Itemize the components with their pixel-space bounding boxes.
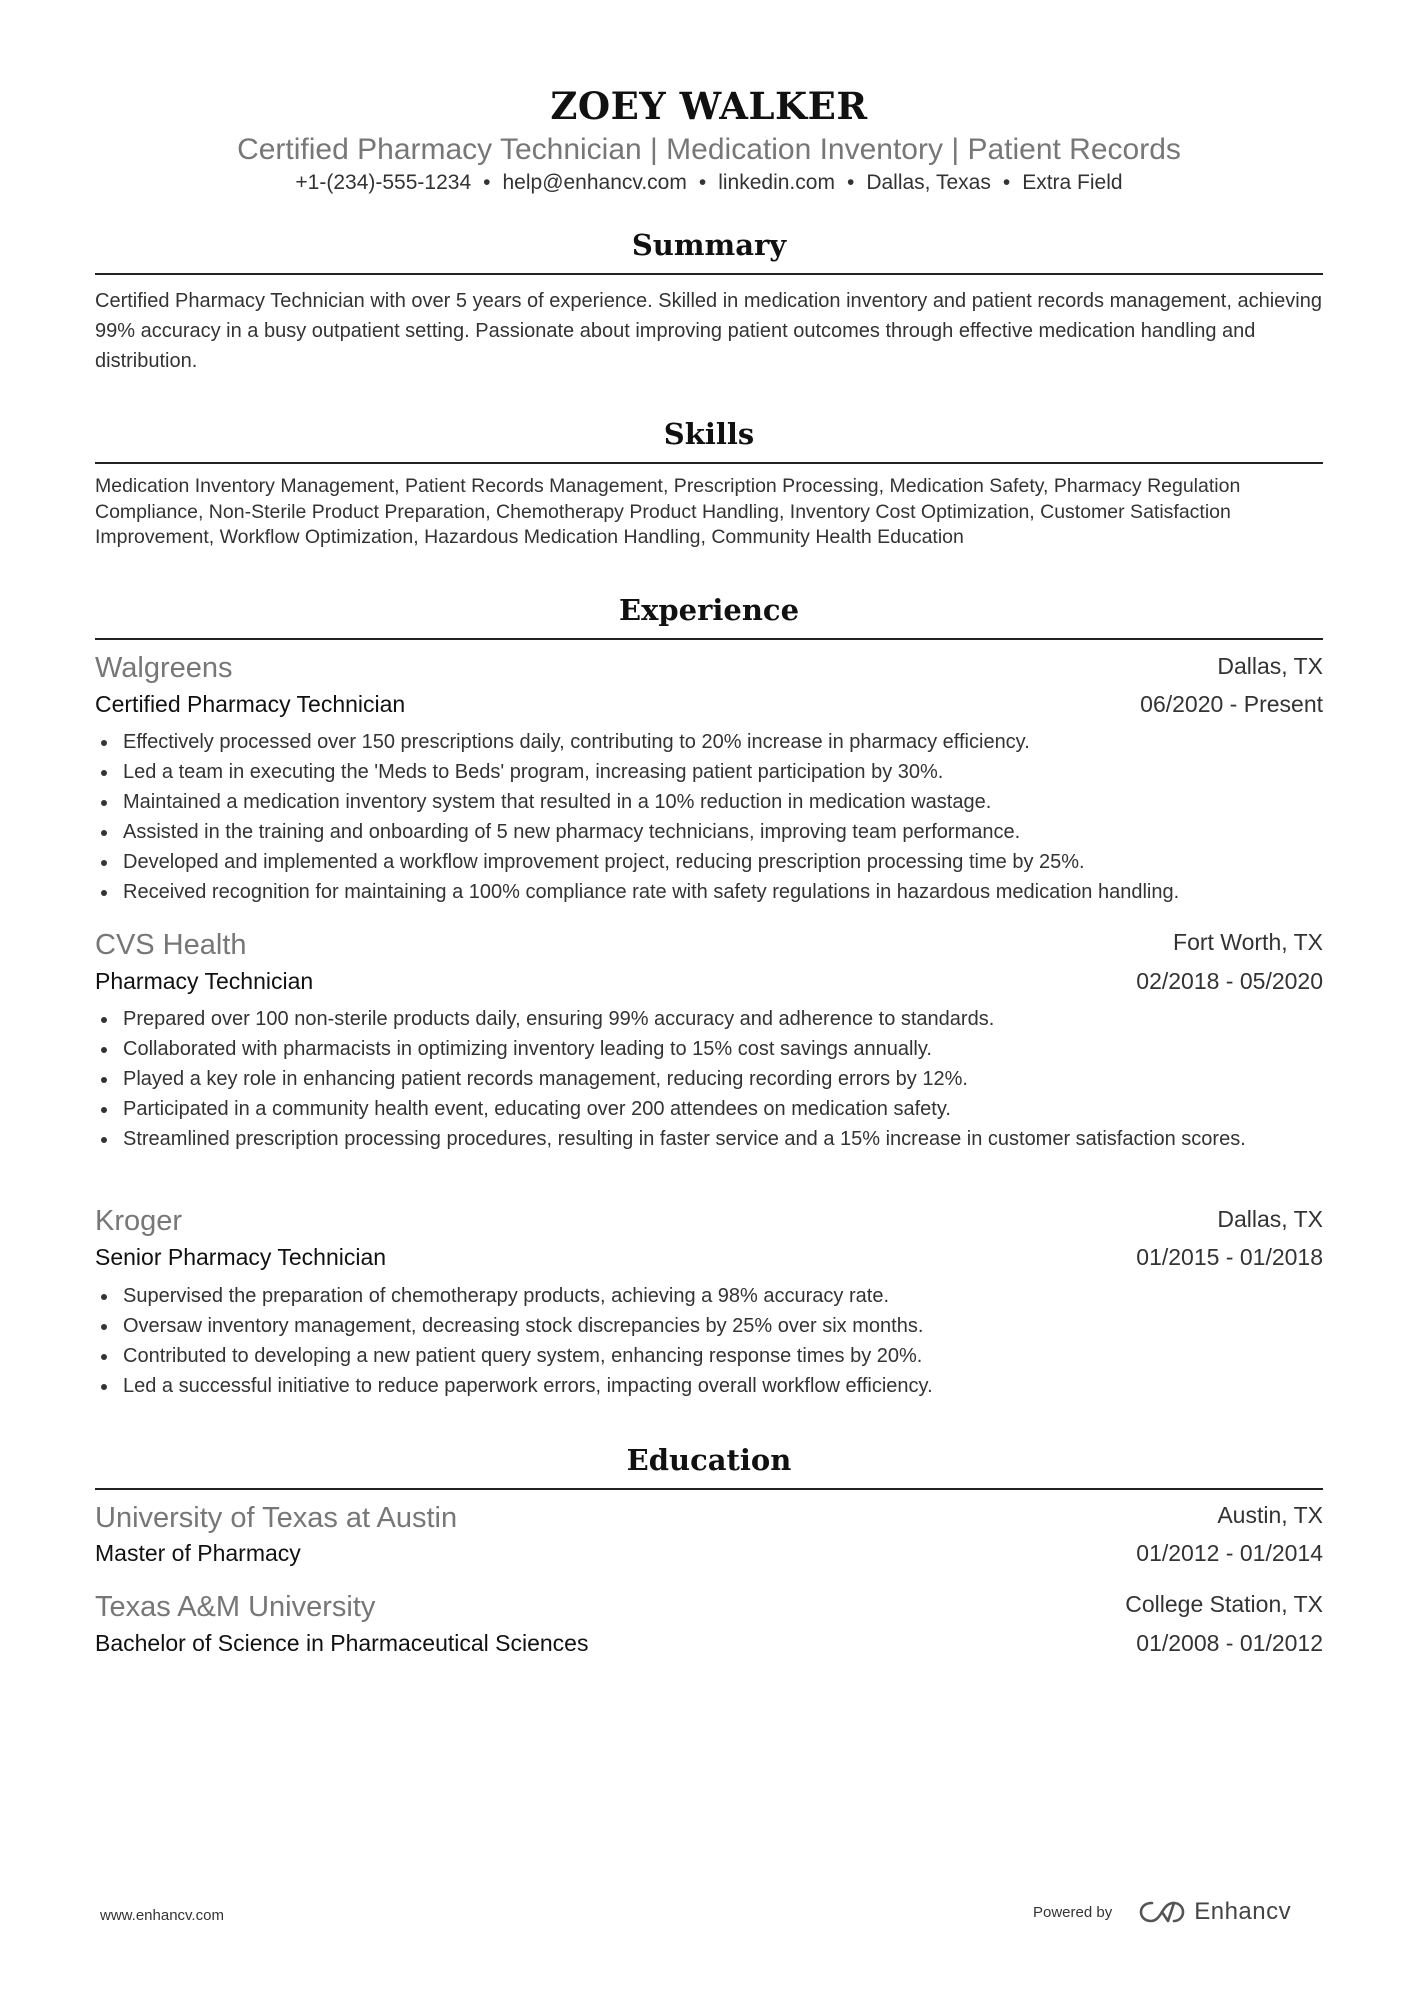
job-company: Walgreens	[95, 652, 233, 684]
job-role: Certified Pharmacy Technician	[95, 691, 406, 717]
skills-text: Medication Inventory Management, Patient Records Management, Prescription Processing, Medication Safety, Pharmacy Regulation Compliance, Non-Sterile Product Preparation, Chemotherapy Product Handling, Inventory Cost Optimization, Customer Satisfaction Improvement, Workflow Optimization, Hazardous Medication Handling, Community Health Education	[95, 475, 1241, 548]
skills-divider	[95, 462, 1323, 464]
list-item: Received recognition for maintaining a 100% compliance rate with safety regulations in hazardous medication handling.	[95, 877, 1323, 907]
candidate-name: ZOEY WALKER	[550, 84, 868, 128]
school-name: University of Texas at Austin	[95, 1502, 458, 1534]
footer-branding	[1033, 1898, 1291, 1926]
degree-dates: 01/2008 - 01/2012	[1136, 1630, 1323, 1656]
summary-title: Summary	[631, 228, 787, 262]
list-item: Prepared over 100 non-sterile products daily, ensuring 99% accuracy and adherence to standards.	[95, 1004, 1323, 1034]
job-dates: 06/2020 - Present	[1140, 691, 1323, 717]
bullet-separator: •	[698, 171, 707, 194]
summary-divider	[95, 273, 1323, 275]
job-dates: 01/2015 - 01/2018	[1136, 1244, 1323, 1270]
contact-linkedin[interactable]: linkedin.com	[718, 171, 835, 194]
bullet-separator: •	[483, 171, 491, 194]
job-bullets	[95, 727, 1323, 907]
list-item: Led a successful initiative to reduce paperwork errors, impacting overall workflow efficiency.	[95, 1371, 1323, 1401]
school-location: Austin, TX	[1217, 1502, 1323, 1528]
enhancv-logo[interactable]	[1138, 1898, 1291, 1926]
job-company: CVS Health	[95, 929, 247, 961]
contact-line	[95, 169, 1323, 197]
list-item: Effectively processed over 150 prescriptions daily, contributing to 20% increase in pharmacy efficiency.	[95, 727, 1323, 757]
list-item: Streamlined prescription processing procedures, resulting in faster service and a 15% increase in customer satisfaction scores.	[95, 1124, 1323, 1154]
powered-by-label: Powered by	[1033, 1903, 1113, 1921]
contact-extra: Extra Field	[1022, 171, 1123, 194]
list-item: Oversaw inventory management, decreasing stock discrepancies by 25% over six months.	[95, 1311, 1323, 1341]
skills-title: Skills	[663, 417, 755, 451]
experience-divider	[95, 638, 1323, 640]
job-dates: 02/2018 - 05/2020	[1136, 968, 1323, 994]
job-location: Dallas, TX	[1217, 653, 1323, 679]
contact-location: Dallas, Texas	[866, 171, 991, 194]
school-location: College Station, TX	[1125, 1591, 1323, 1617]
job-location: Fort Worth, TX	[1173, 929, 1323, 955]
education-divider	[95, 1488, 1323, 1490]
footer-website[interactable]: www.enhancv.com	[100, 1907, 224, 1924]
enhancv-brand-name: Enhancv	[1194, 1898, 1292, 1925]
candidate-headline: Certified Pharmacy Technician | Medication Inventory | Patient Records	[237, 133, 1181, 166]
education-title: Education	[626, 1443, 792, 1477]
job-location: Dallas, TX	[1217, 1206, 1323, 1232]
job-bullets	[95, 1281, 1323, 1401]
list-item: Participated in a community health event, educating over 200 attendees on medication safety.	[95, 1094, 1323, 1124]
school-name: Texas A&M University	[95, 1591, 376, 1623]
list-item: Contributed to developing a new patient query system, enhancing response times by 20%.	[95, 1341, 1323, 1371]
bullet-separator: •	[846, 171, 855, 194]
list-item: Played a key role in enhancing patient records management, reducing recording errors by 12%.	[95, 1064, 1323, 1094]
bullet-separator: •	[1002, 171, 1011, 194]
list-item: Maintained a medication inventory system that resulted in a 10% reduction in medication wastage.	[95, 787, 1323, 817]
list-item: Supervised the preparation of chemotherapy products, achieving a 98% accuracy rate.	[95, 1281, 1323, 1311]
contact-phone[interactable]: +1-(234)-555-1234	[295, 171, 472, 194]
list-item: Collaborated with pharmacists in optimizing inventory leading to 15% cost savings annually.	[95, 1034, 1323, 1064]
job-role: Senior Pharmacy Technician	[95, 1244, 387, 1270]
contact-email[interactable]: help@enhancv.com	[502, 171, 687, 194]
job-role: Pharmacy Technician	[95, 968, 314, 994]
list-item: Assisted in the training and onboarding of 5 new pharmacy technicians, improving team performance.	[95, 817, 1323, 847]
job-company: Kroger	[95, 1205, 183, 1237]
enhancv-logo-icon	[1138, 1899, 1186, 1925]
degree-name: Master of Pharmacy	[95, 1540, 301, 1566]
summary-text: Certified Pharmacy Technician with over 5 years of experience. Skilled in medication inventory and patient records management, achieving 99% accuracy in a busy outpatient setting. Passionate about improving patient outcomes through effective medication handling and distribution.	[95, 290, 1322, 372]
list-item: Developed and implemented a workflow improvement project, reducing prescription processing time by 25%.	[95, 847, 1323, 877]
degree-name: Bachelor of Science in Pharmaceutical Sciences	[95, 1630, 589, 1656]
list-item: Led a team in executing the 'Meds to Beds' program, increasing patient participation by 30%.	[95, 757, 1323, 787]
experience-title: Experience	[618, 593, 800, 627]
job-bullets	[95, 1004, 1323, 1154]
degree-dates: 01/2012 - 01/2014	[1136, 1540, 1323, 1566]
